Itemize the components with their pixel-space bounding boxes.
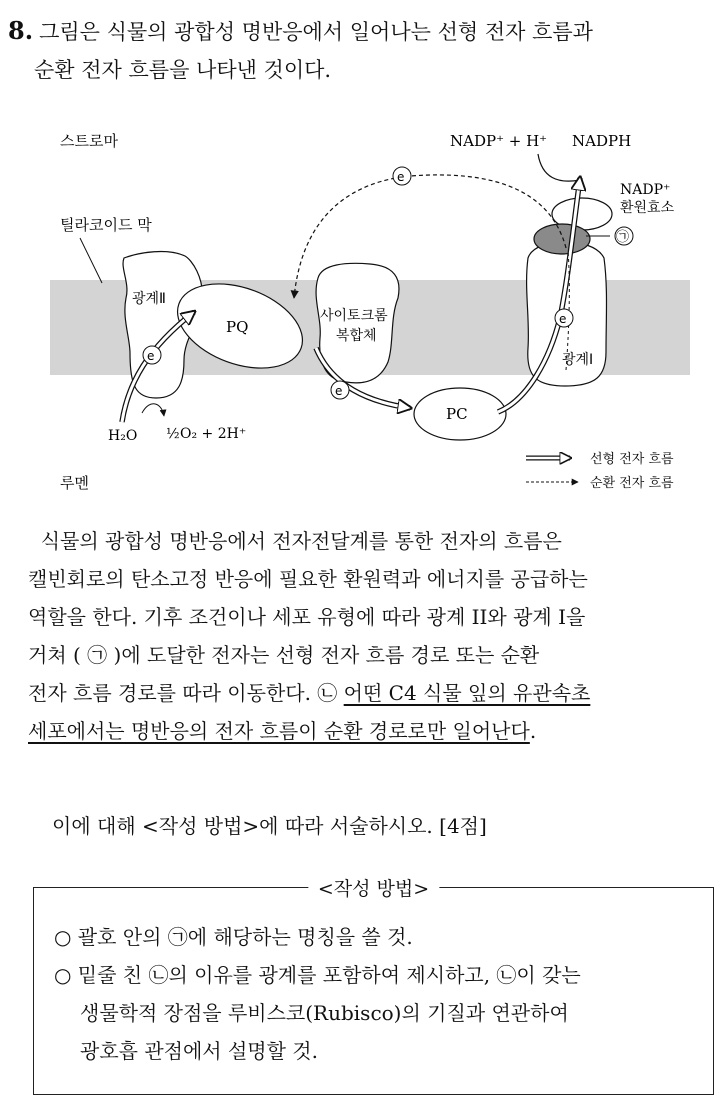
writing-method-box	[33, 878, 714, 1095]
paragraph-line-2: 캘빈회로의 탄소고정 반응에 필요한 환원력과 에너지를 공급하는	[28, 567, 588, 591]
legend-cyclic: 순환 전자 흐름	[590, 476, 674, 491]
stroma-label: 스트로마	[60, 132, 118, 150]
circle-protein-shape	[534, 224, 590, 254]
lumen-label: 루멘	[60, 474, 89, 492]
reductase-label-2: 환원효소	[620, 200, 675, 216]
cytochrome-label-1: 사이토크롬	[320, 308, 388, 324]
nadp-h-label: NADP⁺ + H⁺	[450, 132, 548, 150]
circle-label: ㉠	[616, 230, 630, 245]
photosystem2-label: 광계Ⅱ	[132, 291, 166, 307]
box-item-2-cont: 생물학적 장점을 루비스코(Rubisco)의 기질과 연관하여	[80, 1001, 569, 1025]
paragraph-line-6: 세포에서는 명반응의 전자 흐름이 순환 경로로만 일어난다.	[28, 719, 537, 743]
reductase-label-1: NADP⁺	[620, 182, 671, 198]
half-label: ½	[166, 426, 180, 442]
svg-text:e: e	[397, 170, 405, 184]
legend-linear: 선형 전자 흐름	[590, 452, 674, 467]
body-paragraph	[28, 522, 718, 750]
water-label: H₂O	[108, 428, 138, 444]
nadp-curve	[538, 154, 580, 181]
svg-text:e: e	[147, 349, 155, 363]
svg-text:e: e	[335, 384, 343, 398]
oxygen-products-label: O₂ + 2H⁺	[180, 426, 247, 442]
question-line-1	[8, 14, 720, 49]
instruction-text: 이에 대해 <작성 방법>에 따라 서술하시오. [4점]	[52, 814, 487, 838]
box-title: <작성 방법>	[308, 874, 439, 901]
legend	[526, 451, 674, 491]
cytochrome-label-2: 복합체	[336, 328, 377, 344]
water-split-arrow	[142, 404, 164, 416]
nadph-label: NADPH	[572, 132, 632, 150]
underlined-text-2: 세포에서는 명반응의 전자 흐름이 순환 경로로만 일어난다	[28, 719, 530, 743]
pq-label: PQ	[226, 318, 249, 336]
box-item-2: ○ 밑줄 친 ㉡의 이유를 광계를 포함하여 제시하고, ㉡이 갖는	[54, 963, 581, 987]
electron-flow-diagram	[50, 118, 700, 498]
thylakoid-membrane-label: 틸라코이드 막	[60, 216, 152, 234]
paragraph-line-3: 역할을 한다. 기후 조건이나 세포 유형에 따라 광계 II와 광계 I을	[28, 605, 586, 629]
membrane-pointer-line	[80, 238, 102, 283]
box-item-1: ○ 괄호 안의 ㉠에 해당하는 명칭을 쓸 것.	[54, 925, 413, 949]
paragraph-line-5: 전자 흐름 경로를 따라 이동한다. ㉡ 어떤 C4 식물 잎의 유관속초	[28, 681, 591, 705]
photosystem1-label: 광계Ⅰ	[562, 352, 594, 368]
paragraph-line-1: 식물의 광합성 명반응에서 전자전달계를 통한 전자의 흐름은	[40, 529, 562, 553]
box-item-2-cont2: 광호흡 관점에서 설명할 것.	[80, 1039, 318, 1063]
paragraph-line-4: 거쳐 ( ㉠ )에 도달한 전자는 선형 전자 흐름 경로 또는 순환	[28, 643, 540, 667]
underlined-text-1: 어떤 C4 식물 잎의 유관속초	[343, 681, 591, 705]
pc-label: PC	[446, 405, 468, 423]
question-text-1: 그림은 식물의 광합성 명반응에서 일어나는 선형 전자 흐름과	[39, 20, 593, 44]
svg-text:e: e	[559, 312, 567, 326]
question-line-2: 순환 전자 흐름을 나타낸 것이다.	[34, 58, 332, 82]
question-number: 8.	[8, 16, 34, 45]
